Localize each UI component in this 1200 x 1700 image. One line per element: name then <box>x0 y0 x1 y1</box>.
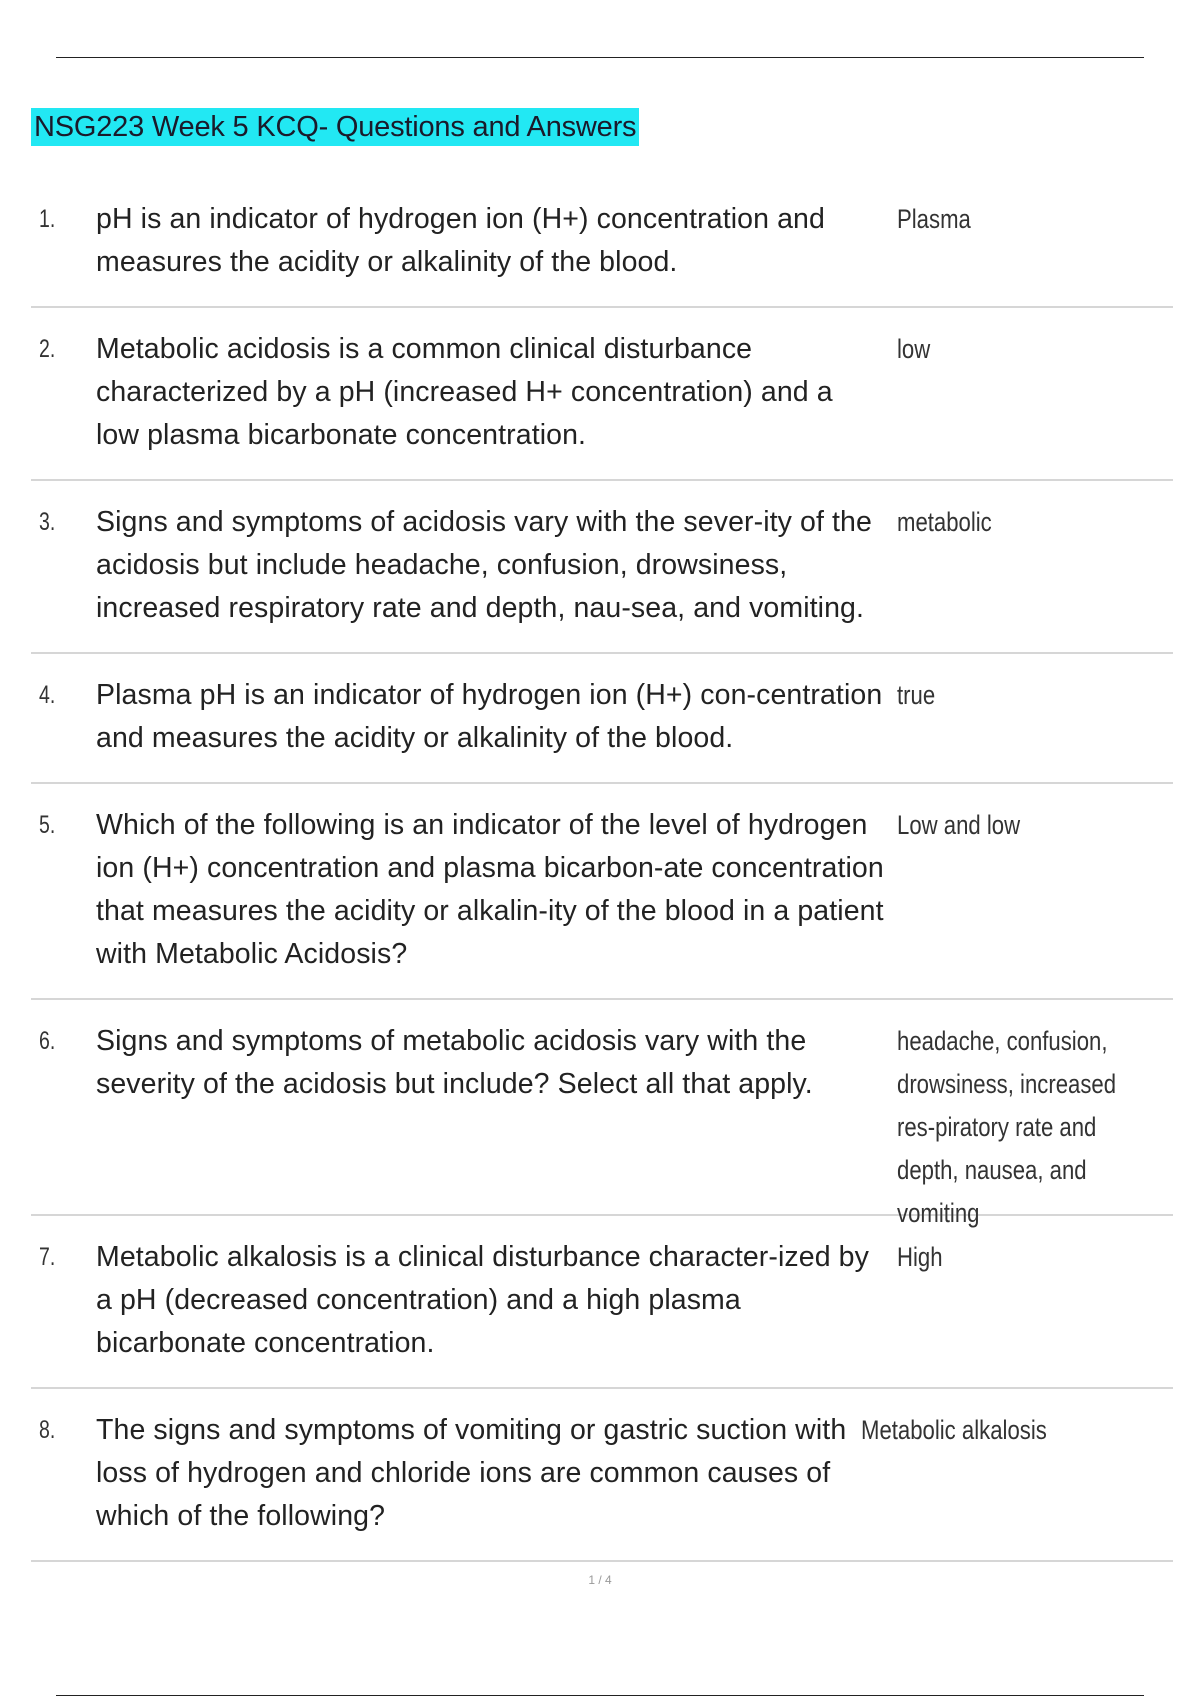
bottom-rule <box>56 1695 1144 1696</box>
question-text: Plasma pH is an indicator of hydrogen ion (H+) con-centration and measures the acidity or alkalinity of the blood. <box>96 679 883 754</box>
question-text: Which of the following is an indicator of the level of hydrogen ion (H+) concentration and plasma bicarbon-ate concentration that measures the acidity or alkalin-ity of the blood in a patient with Metabolic Acidosis? <box>96 809 884 970</box>
question-number: 4. <box>39 681 56 709</box>
question-text: pH is an indicator of hydrogen ion (H+) concentration and measures the acidity or alkalinity of the blood. <box>96 203 825 278</box>
answer-text: true <box>897 680 936 710</box>
answer-text: metabolic <box>897 507 992 537</box>
question-number: 5. <box>39 811 56 839</box>
question-row <box>31 198 1173 308</box>
question-list <box>31 198 1173 1582</box>
question-text: Signs and symptoms of acidosis vary with the sever-ity of the acidosis but include headache, confusion, drowsiness, increased respiratory rate and depth, nau-sea, and vomiting. <box>96 506 872 624</box>
answer-text: low <box>897 334 931 364</box>
question-number: 7. <box>39 1243 56 1271</box>
question-number: 8. <box>39 1416 56 1444</box>
answer-text: Metabolic alkalosis <box>861 1415 1047 1445</box>
top-rule <box>56 57 1144 58</box>
question-text: Signs and symptoms of metabolic acidosis vary with the severity of the acidosis but include? Select all that apply. <box>96 1025 813 1100</box>
document-title: NSG223 Week 5 KCQ- Questions and Answers <box>31 108 639 146</box>
question-text: Metabolic alkalosis is a clinical disturbance character-ized by a pH (decreased concentration) and a high plasma bicarbonate concentration. <box>96 1241 869 1359</box>
answer-text: Plasma <box>897 204 971 234</box>
question-row <box>31 1020 1173 1228</box>
question-number: 3. <box>39 508 56 536</box>
question-row <box>31 674 1173 784</box>
question-row <box>31 1236 1173 1389</box>
question-row <box>31 804 1173 1000</box>
page-indicator: 1 / 4 <box>588 1573 612 1587</box>
question-text: Metabolic acidosis is a common clinical disturbance characterized by a pH (increased H+ concentration) and a low plasma bicarbonate concentration. <box>96 333 833 451</box>
question-number: 2. <box>39 335 56 363</box>
question-text: The signs and symptoms of vomiting or gastric suction with loss of hydrogen and chloride ions are common causes of which of the following? <box>96 1414 847 1532</box>
answer-text: Low and low <box>897 810 1021 840</box>
question-number: 6. <box>39 1027 56 1055</box>
question-row <box>31 328 1173 481</box>
question-number: 1. <box>39 205 56 233</box>
answer-text: headache, confusion, drowsiness, increased res-piratory rate and depth, nausea, and vomiting <box>897 1026 1117 1228</box>
answer-text: High <box>897 1242 943 1272</box>
question-row <box>31 501 1173 654</box>
question-row <box>31 1409 1173 1562</box>
